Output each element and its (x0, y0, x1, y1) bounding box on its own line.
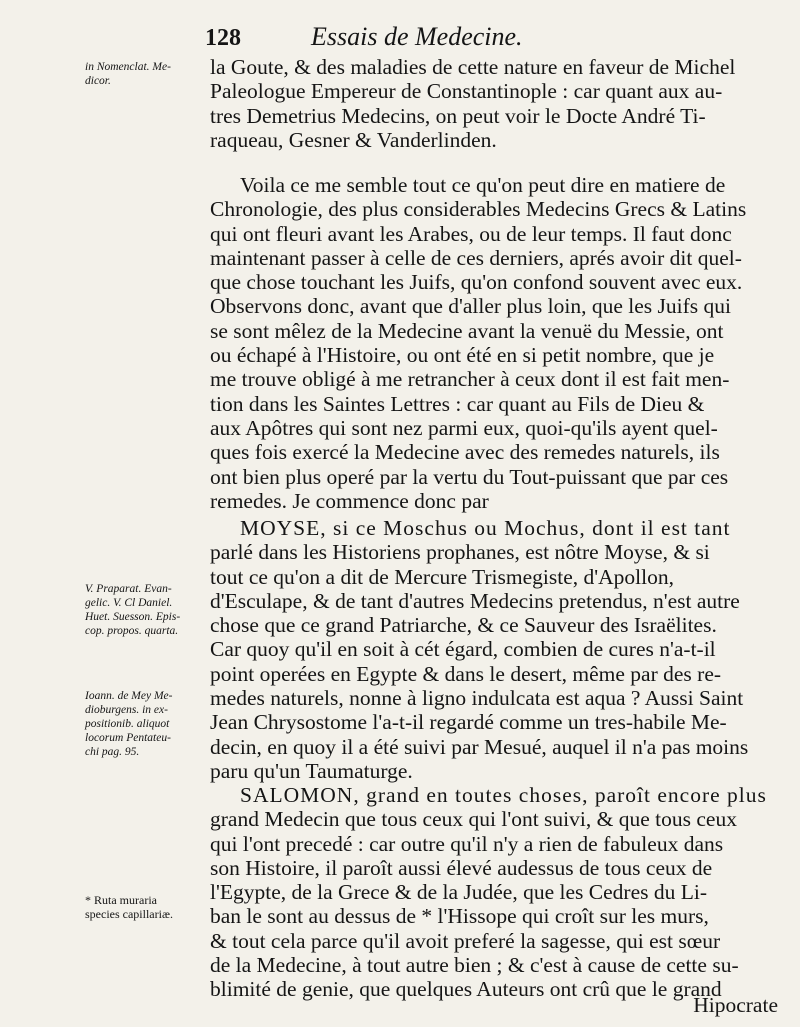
margin-note-line: * Ruta muraria (85, 893, 157, 907)
text-line: MOYSE, si ce Moschus ou Mochus, dont il est tant (240, 516, 731, 540)
paragraph (210, 55, 780, 152)
text-line: ban le sont au dessus de * l'Hissope qui croît sur les murs, (210, 904, 709, 929)
margin-note-line: gelic. V. Cl Daniel. (85, 597, 173, 609)
text-line: d'Esculape, & de tant d'autres Medecins pretendus, n'est autre (210, 588, 740, 613)
text-line: paru qu'un Taumaturge. (210, 758, 413, 783)
text-line: me trouve obligé à me retrancher à ceux dont il est fait men- (210, 367, 730, 392)
text-line: Paleologue Empereur de Constantinople : car quant aux au- (210, 79, 723, 104)
page-number: 128 (205, 25, 241, 51)
margin-note-line: cop. propos. quarta. (85, 625, 179, 637)
margin-note-line: species capillariæ. (85, 907, 173, 921)
text-line: medes naturels, nonne à ligno indulcata est aqua ? Aussi Saint (210, 686, 744, 711)
margin-note-line: locorum Pentateu- (85, 732, 171, 744)
text-line: se sont mêlez de la Medecine avant la venuë du Messie, ont (210, 318, 724, 343)
text-line: l'Egypte, de la Grece & de la Judée, que les Cedres du Li- (210, 880, 707, 905)
paragraph-moyse (210, 516, 780, 783)
text-line: tion dans les Saintes Lettres : car quant au Fils de Dieu & (210, 391, 705, 416)
margin-note-line: dicor. (85, 75, 111, 87)
text-line: parlé dans les Historiens prophanes, est nôtre Moyse, & si (210, 540, 710, 565)
margin-note-line: in Nomenclat. Me- (85, 61, 171, 73)
text-line: tout ce qu'on a dit de Mercure Trismegiste, d'Apollon, (210, 564, 674, 589)
margin-note-line: V. Praparat. Evan- (85, 583, 172, 595)
text-line: blimité de genie, que quelques Auteurs ont crû que le grand (210, 977, 722, 1002)
text-line: qui ont fleuri avant les Arabes, ou de leur temps. Il faut donc (210, 221, 732, 246)
running-title: Essais de Medecine. (311, 22, 523, 51)
text-line: chose que ce grand Patriarche, & ce Sauveur des Israëlites. (210, 613, 717, 638)
catchword: Hipocrate (693, 993, 778, 1017)
text-line: ou échapé à l'Histoire, ou ont été en si petit nombre, que je (210, 343, 715, 368)
margin-note-line: Ioann. de Mey Me- (85, 690, 173, 702)
text-line: son Histoire, il paroît aussi élevé audessus de tous ceux de (210, 855, 713, 880)
margin-note (85, 582, 205, 638)
text-line: maintenant passer à celle de ces derniers, aprés avoir dit quel- (210, 245, 742, 270)
text-line: ques fois exercé la Medecine avec des remedes naturels, ils (210, 440, 720, 465)
text-line: qui l'ont precedé : car outre qu'il n'y a rien de fabuleux dans (210, 831, 724, 856)
text-line: tres Demetrius Medecins, on peut voir le Docte André Ti- (210, 103, 706, 128)
paragraph-salomon (210, 783, 780, 1002)
margin-note (85, 893, 205, 921)
text-line: que chose touchant les Juifs, qu'on confond souvent avec eux. (210, 270, 743, 295)
margin-note-line: positionib. aliquot (85, 718, 170, 730)
text-line: remedes. Je commence donc par (210, 488, 489, 513)
text-line: decin, en quoy il a été suivi par Mesué, auquel il n'a pas moins (210, 734, 749, 759)
text-line: & tout cela parce qu'il avoit preferé la sagesse, qui est sœur (210, 928, 721, 953)
page-header (200, 22, 790, 56)
text-line: SALOMON, grand en toutes choses, paroît encore plus (240, 783, 767, 807)
text-line: de la Medecine, à tout autre bien ; & c'est à cause de cette su- (210, 953, 739, 978)
margin-note (85, 60, 205, 88)
margin-note-line: dioburgens. in ex- (85, 704, 168, 716)
text-line: raqueau, Gesner & Vanderlinden. (210, 127, 497, 152)
text-line: la Goute, & des maladies de cette nature en faveur de Michel (210, 55, 736, 79)
margin-note-line: Huet. Suesson. Epis- (85, 611, 181, 623)
text-line: Observons donc, avant que d'aller plus loin, que les Juifs qui (210, 294, 731, 319)
text-line: grand Medecin que tous ceux qui l'ont suivi, & que tous ceux (210, 807, 737, 832)
text-line: Jean Chrysostome l'a-t-il regardé comme un tres-habile Me- (210, 710, 727, 735)
text-line: Voila ce me semble tout ce qu'on peut dire en matiere de (240, 173, 726, 197)
text-line: point operées en Egypte & dans le desert, même par des re- (210, 661, 722, 686)
paragraph (210, 173, 780, 513)
margin-note-line: chi pag. 95. (85, 746, 140, 758)
text-line: ont bien plus operé par la vertu du Tout-puissant que par ces (210, 464, 729, 489)
text-line: aux Apôtres qui sont nez parmi eux, quoi-qu'ils ayent quel- (210, 415, 718, 440)
text-line: Chronologie, des plus considerables Medecins Grecs & Latins (210, 197, 747, 222)
text-line: Car quoy qu'il en soit à cét égard, combien de cures n'a-t-il (210, 637, 716, 662)
margin-note (85, 689, 205, 759)
